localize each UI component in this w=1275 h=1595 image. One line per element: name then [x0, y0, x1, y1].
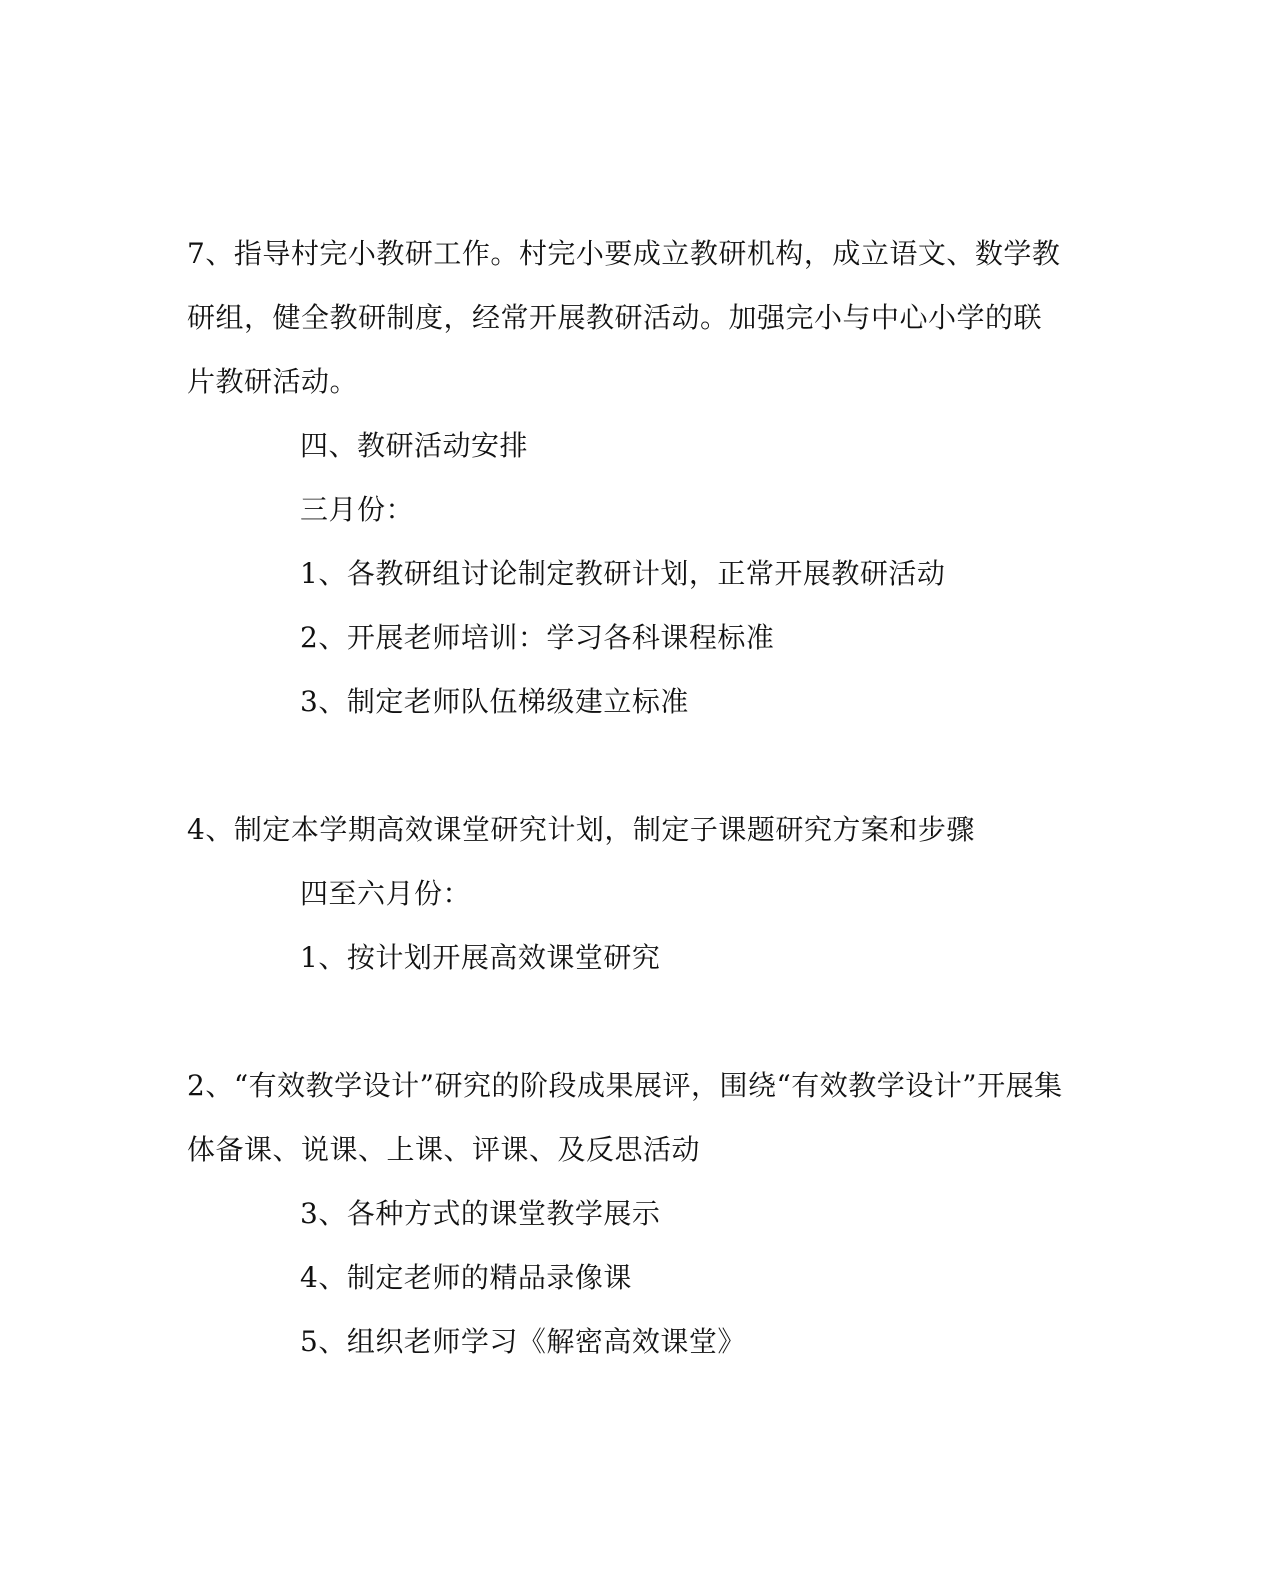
paragraph-item7-line1: 7、指导村完小教研工作。村完小要成立教研机构，成立语文、数学教: [187, 237, 1061, 270]
april-june-item-2-line2: 体备课、说课、上课、评课、及反思活动: [187, 1133, 701, 1166]
subheading-march: 三月份：: [300, 493, 415, 526]
march-item-2: 2、开展老师培训：学习各科课程标准: [300, 621, 775, 654]
april-june-item-5: 5、组织老师学习《解密高效课堂》: [300, 1325, 746, 1358]
april-june-item-4: 4、制定老师的精品录像课: [300, 1261, 632, 1294]
march-item-3: 3、制定老师队伍梯级建立标准: [300, 685, 689, 718]
april-june-item-1: 1、按计划开展高效课堂研究: [300, 941, 661, 974]
april-june-item-3: 3、各种方式的课堂教学展示: [300, 1197, 661, 1230]
subheading-april-june: 四至六月份：: [300, 877, 472, 910]
paragraph-item7-line3: 片教研活动。: [187, 365, 359, 398]
paragraph-item7-line2: 研组，健全教研制度，经常开展教研活动。加强完小与中心小学的联: [187, 301, 1043, 334]
march-item-4: 4、制定本学期高效课堂研究计划，制定子课题研究方案和步骤: [187, 813, 975, 846]
april-june-item-2-line1: 2、“有效教学设计”研究的阶段成果展评，围绕“有效教学设计”开展集: [187, 1069, 1063, 1102]
section-heading: 四、教研活动安排: [300, 429, 529, 462]
march-item-1: 1、各教研组讨论制定教研计划，正常开展教研活动: [300, 557, 946, 590]
